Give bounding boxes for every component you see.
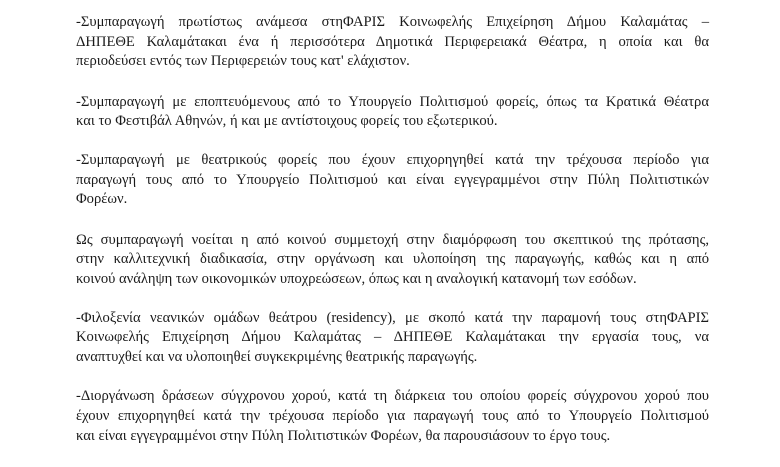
text-line: Κοινωφελής Επιχείρηση Δήμου Καλαμάτας – ΔΗΠΕΘΕ Καλαμάτακαι την εργασία τους, να: [76, 329, 709, 346]
text-line: Φορέων.: [76, 191, 128, 208]
text-line: -Φιλοξενία νεανικών ομάδων θεάτρου (residency), με σκοπό κατά την παραμονή τους στηΦΑΡΙΣ: [76, 309, 709, 326]
text-line: ΔΗΠΕΘΕ Καλαμάτακαι ένα ή περισσότερα Δημοτικά Περιφερειακά Θέατρα, η οποία και θα: [76, 33, 709, 50]
paragraph-coproduction-theatre-bodies: [76, 151, 709, 210]
text-line: -Διοργάνωση δράσεων σύγχρονου χορού, κατά τη διάρκεια του οποίου φορείς σύγχρονου χορού που: [76, 388, 709, 405]
paragraph-coproduction-definition: [76, 231, 709, 290]
text-line: περιοδεύσει εντός των Περιφερειών τους κατ' ελάχιστον.: [76, 53, 410, 70]
text-line: παραγωγή τους από το Υπουργείο Πολιτισμού και είναι εγγεγραμμένοι στην Πύλη Πολιτιστικών: [76, 171, 709, 188]
text-line: και το Φεστιβάλ Αθηνών, ή και με αντίστοιχους φορείς του εξωτερικού.: [76, 113, 498, 130]
text-line: έχουν επιχορηγηθεί κατά την τρέχουσα περίοδο για παραγωγή τους από το Υπουργείο Πολιτισμού: [76, 407, 709, 424]
text-line: κοινού ανάληψη των οικονομικών υποχρεώσεων, όπως και η αναλογική κατανομή των εσόδων.: [76, 270, 637, 287]
paragraph-coproduction-regional-theatres: [76, 13, 709, 72]
text-line: αναπτυχθεί και να υλοποιηθεί συγκεκριμένης θεατρικής παραγωγής.: [76, 348, 478, 365]
text-line: στην καλλιτεχνική διαδικασία, στην οργάνωση και υλοποίηση της παραγωγής, καθώς και η από: [76, 251, 709, 268]
text-line: και είναι εγγεγραμμένοι στην Πύλη Πολιτιστικών Φορέων, θα παρουσιάσουν το έργο τους.: [76, 427, 611, 444]
paragraph-coproduction-supervised-bodies: [76, 93, 709, 132]
text-line: Ως συμπαραγωγή νοείται η από κοινού συμμετοχή στην διαμόρφωση του σκεπτικού της πρότασης,: [76, 231, 709, 248]
paragraph-residency: [76, 309, 709, 368]
text-line: -Συμπαραγωγή πρωτίστως ανάμεσα στηΦΑΡΙΣ Κοινωφελής Επιχείρηση Δήμου Καλαμάτας –: [76, 14, 709, 30]
text-line: -Συμπαραγωγή με θεατρικούς φορείς που έχουν επιχορηγηθεί κατά την τρέχουσα περίοδο για: [76, 151, 709, 168]
paragraph-contemporary-dance: [76, 387, 709, 446]
document-body: [76, 13, 709, 467]
text-line: -Συμπαραγωγή με εποπτευόμενους από το Υπουργείο Πολιτισμού φορείς, όπως τα Κρατικά Θέατρα: [76, 93, 709, 110]
